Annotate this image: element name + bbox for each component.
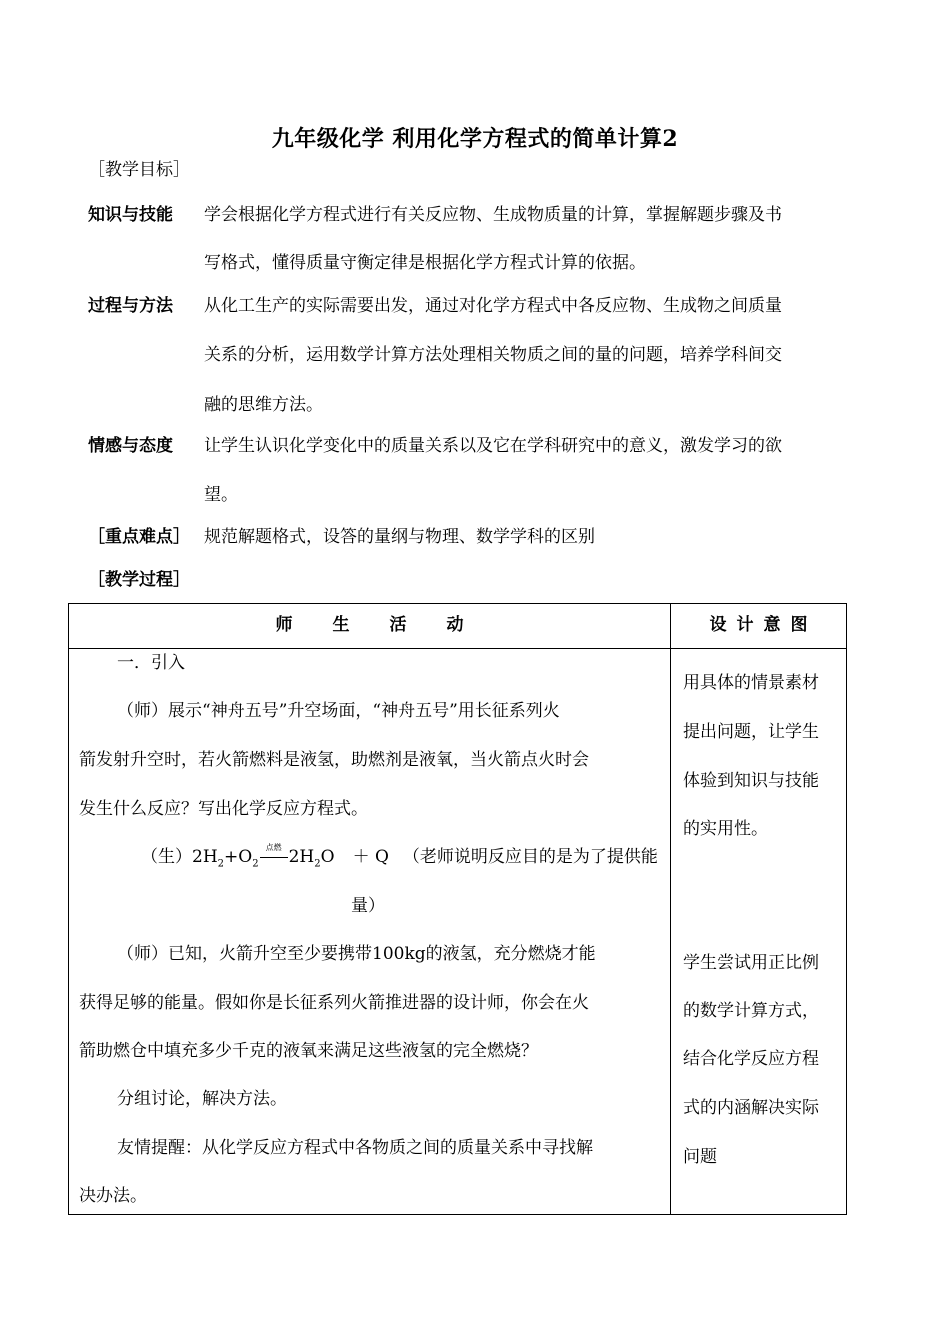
intent-line: 式的内涵解决实际: [683, 1098, 819, 1118]
objective-text-line: 从化工生产的实际需要出发，通过对化学方程式中各反应物、生成物之间质量: [204, 296, 782, 316]
activity-line: 量）: [351, 896, 385, 916]
intent-line: 体验到知识与技能: [683, 771, 819, 791]
activity-cell: [69, 649, 671, 1215]
activity-line: 发生什么反应？写出化学反应方程式。: [79, 799, 368, 819]
activity-line: （师）已知，火箭升空至少要携带100kg的液氢，充分燃烧才能: [117, 944, 596, 964]
activity-line: 分组讨论，解决方法。: [117, 1089, 287, 1109]
objective-text-line: 关系的分析，运用数学计算方法处理相关物质之间的量的问题，培养学科间交: [204, 345, 782, 365]
objective-text-line: 望。: [204, 485, 238, 505]
teaching-process-table: [68, 603, 847, 1215]
chemical-equation: （生）$2H_2+O_2$ 点燃 $2H_2O + Q$ （老师说明反应目的是为了提供能: [141, 843, 658, 870]
activity-line: 箭发射升空时，若火箭燃料是液氢，助燃剂是液氧，当火箭点火时会: [79, 750, 589, 770]
intent-line: 的数学计算方式，: [683, 1001, 819, 1021]
reaction-condition-arrow: 点燃: [259, 845, 289, 869]
activity-line: 获得足够的能量。假如你是长征系列火箭推进器的设计师，你会在火: [79, 993, 589, 1013]
objective-text-line: 融的思维方法。: [204, 395, 323, 415]
page-title: 九年级化学 利用化学方程式的简单计算2: [271, 126, 679, 152]
section-intro: 一．引入: [117, 653, 185, 673]
intent-line: 提出问题，让学生: [683, 722, 819, 742]
activity-line: 箭助燃仓中填充多少千克的液氧来满足这些液氢的完全燃烧？: [79, 1041, 538, 1061]
objective-label-process: 过程与方法: [88, 296, 173, 316]
objective-text-line: 让学生认识化学变化中的质量关系以及它在学科研究中的意义，激发学习的欲: [204, 436, 782, 456]
key-points-label: ［重点难点］: [88, 527, 190, 547]
key-points-text: 规范解题格式，设答的量纲与物理、数学学科的区别: [204, 527, 595, 547]
intent-line: 问题: [683, 1147, 717, 1167]
objectives-heading: ［教学目标］: [88, 160, 190, 180]
activity-line: 决办法。: [79, 1186, 147, 1206]
design-intent-cell: [671, 649, 847, 1215]
activity-line: （师）展示“神舟五号”升空场面，“神舟五号”用长征系列火: [117, 701, 560, 721]
header-design-intent: 设计意图: [671, 604, 847, 649]
objective-label-knowledge: 知识与技能: [88, 205, 173, 225]
intent-line: 用具体的情景素材: [683, 673, 819, 693]
activity-line: 友情提醒：从化学反应方程式中各物质之间的质量关系中寻找解: [117, 1138, 593, 1158]
intent-line: 结合化学反应方程: [683, 1049, 819, 1069]
process-heading: ［教学过程］: [88, 570, 190, 590]
intent-line: 学生尝试用正比例: [683, 953, 819, 973]
objective-label-attitude: 情感与态度: [88, 436, 173, 456]
objective-text-line: 写格式，懂得质量守衡定律是根据化学方程式计算的依据。: [204, 253, 646, 273]
header-teacher-student-activity: 师生活动: [69, 604, 671, 649]
intent-line: 的实用性。: [683, 819, 768, 839]
objective-text-line: 学会根据化学方程式进行有关反应物、生成物质量的计算，掌握解题步骤及书: [204, 205, 782, 225]
